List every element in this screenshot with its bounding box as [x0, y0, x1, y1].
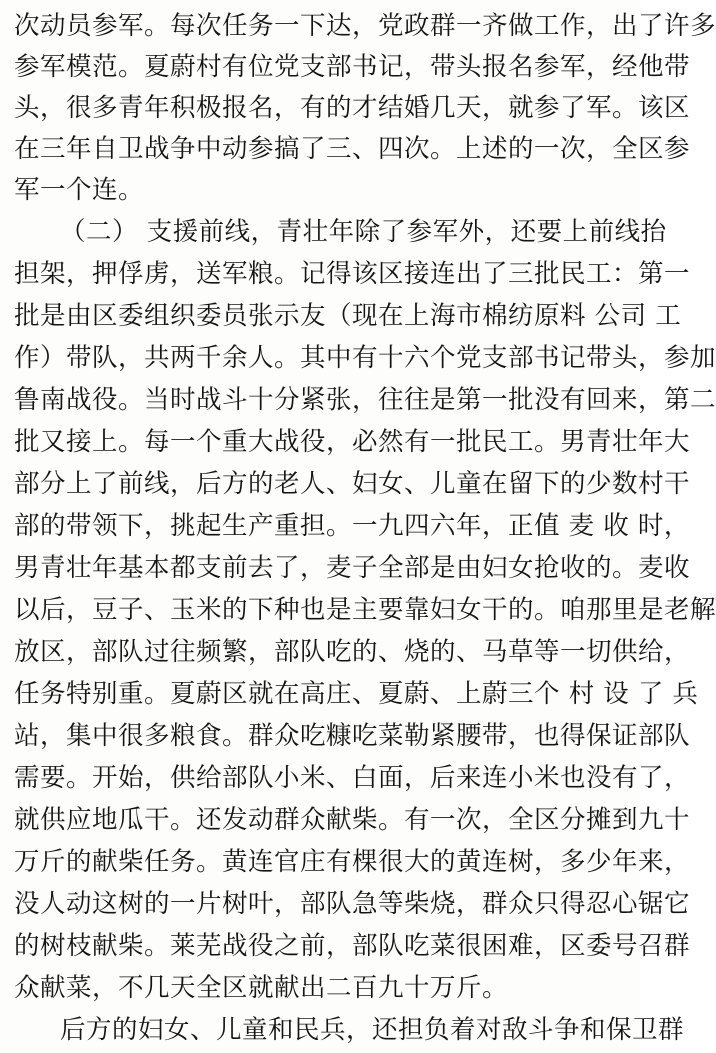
text-line: 次动员参军。每次任务一下达，党政群一齐做工作，出了许多: [14, 11, 716, 41]
text-line: 男青壮年基本都支前去了，麦子全部是由妇女抢收的。麦收: [14, 553, 691, 583]
text-line: 参军模范。夏蔚村有位党支部书记，带头报名参军，经他带: [14, 52, 691, 82]
text-line: 需要。开始，供给部队小米、白面，后来连小米也没有了，: [14, 763, 691, 793]
text-line: 的树枝献柴。莱芜战役之前，部队吃菜很困难，区委号召群: [14, 931, 691, 961]
text-line: 鲁南战役。当时战斗十分紧张，往往是第一批没有回来，第二: [14, 385, 716, 415]
text-line: 批是由区委组织委员张示友（现在上海市棉纺原料 公司 工: [14, 301, 682, 331]
text-line: 后方的妇女、儿童和民兵，还担负着对敌斗争和保卫群: [60, 1015, 685, 1045]
text-line: 担架，押俘虏，送军粮。记得该区接连出了三批民工：第一: [14, 259, 691, 289]
text-line: 作）带队，共两千余人。其中有十六个党支部书记带头，参加: [14, 343, 716, 373]
text-line: 部的带领下，挑起生产重担。一九四六年，正值 麦 收 时，: [14, 511, 690, 541]
text-line: （二） 支援前线，青壮年除了参军外，还要上前线抬: [60, 217, 667, 247]
text-line: 部分上了前线，后方的老人、妇女、儿童在留下的少数村干: [14, 469, 691, 499]
text-line: 在三年自卫战争中动参搞了三、四次。上述的一次，全区参: [14, 134, 691, 164]
text-line: 批又接上。每一个重大战役，必然有一批民工。男青壮年大: [14, 427, 691, 457]
text-line: 站，集中很多粮食。群众吃糠吃菜勒紧腰带，也得保证部队: [14, 721, 691, 751]
text-line: 就供应地瓜干。还发动群众献柴。有一次，全区分摊到九十: [14, 805, 691, 835]
text-line: 众献菜，不几天全区就献出二百九十万斤。: [14, 973, 509, 1003]
text-line: 以后，豆子、玉米的下种也是主要靠妇女干的。咱那里是老解: [14, 595, 716, 625]
text-line: 没人动这树的一片树叶，部队急等柴烧，群众只得忍心锯它: [14, 889, 691, 919]
text-line: 任务特别重。夏蔚区就在高庄、夏蔚、上蔚三个 村 设 了 兵: [14, 679, 699, 709]
text-line: 军一个连。: [14, 175, 145, 205]
text-line: 放区，部队过往频繁，部队吃的、烧的、马草等一切供给，: [14, 637, 691, 667]
text-line: 万斤的献柴任务。黄连官庄有棵很大的黄连树，多少年来，: [14, 847, 691, 877]
text-line: 头，很多青年积极报名，有的才结婚几天，就参了军。该区: [14, 93, 691, 123]
